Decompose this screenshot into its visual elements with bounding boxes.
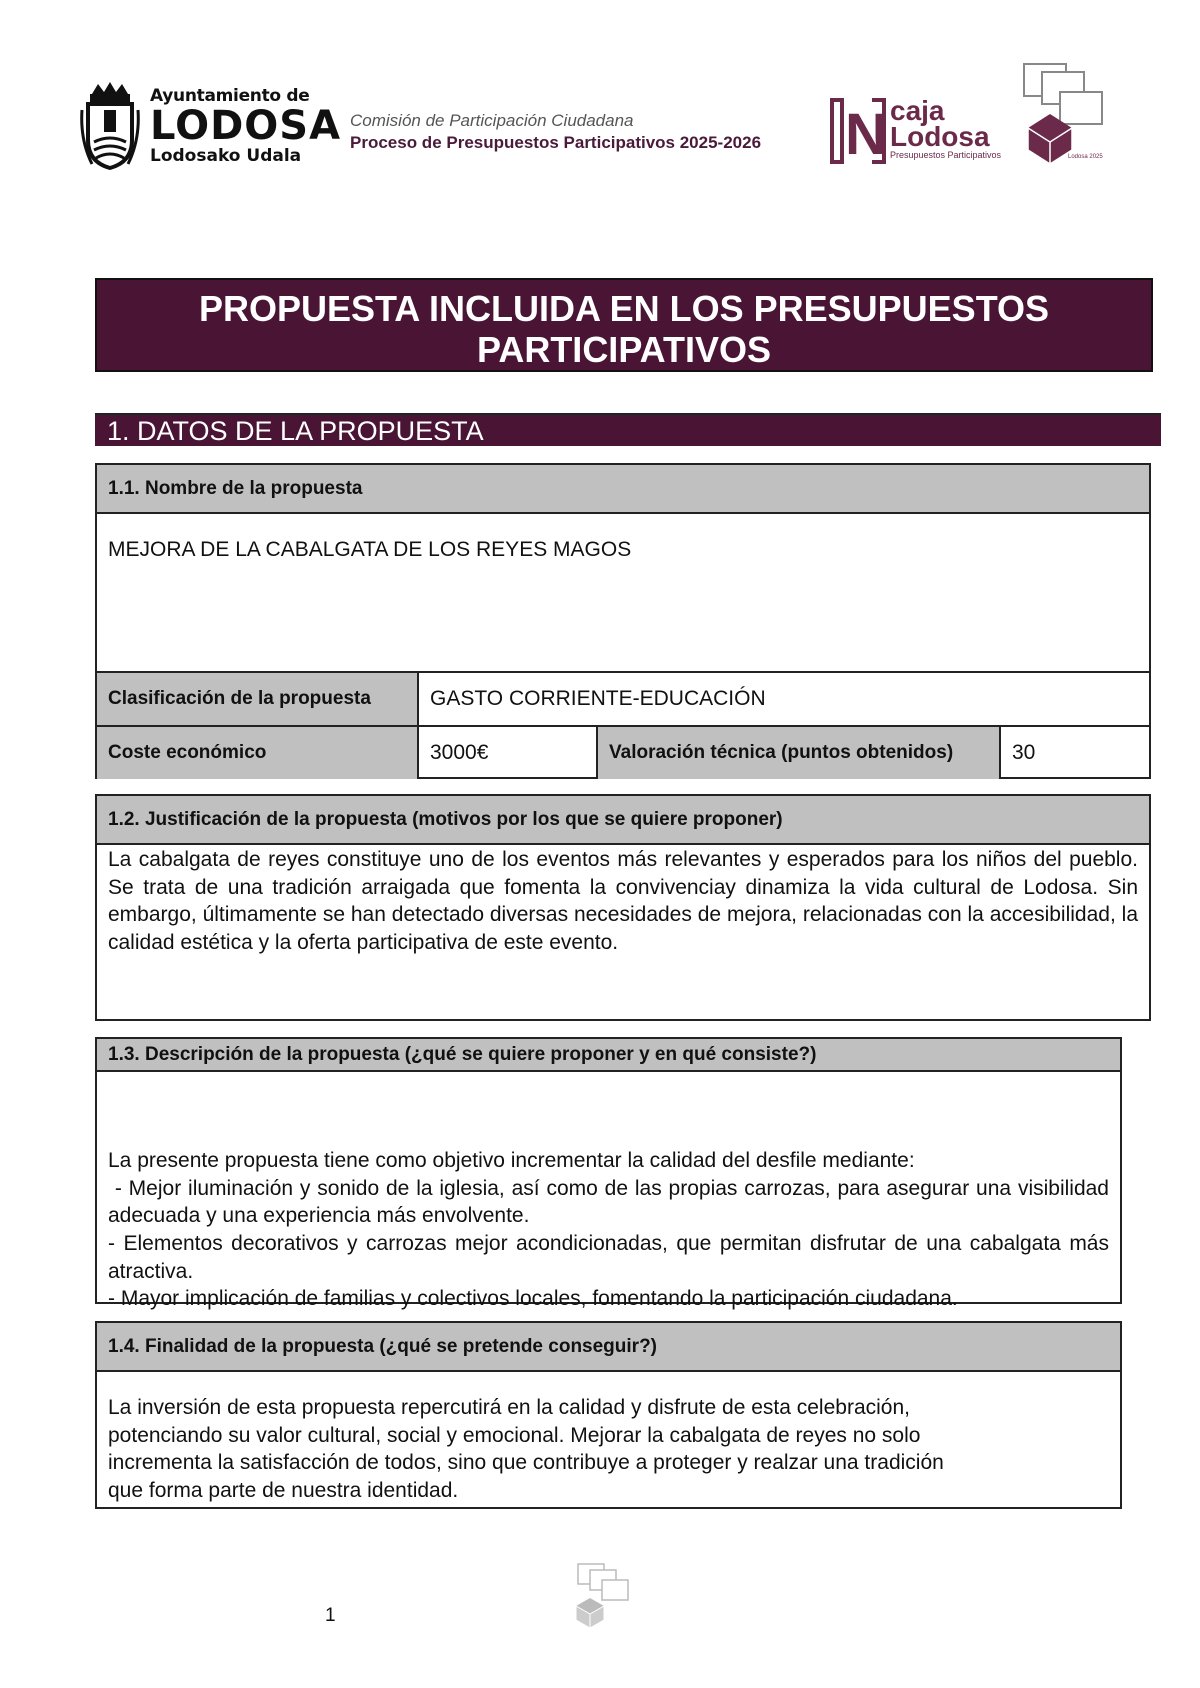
name-value: MEJORA DE LA CABALGATA DE LOS REYES MAGOS bbox=[97, 514, 1149, 673]
purpose-box bbox=[95, 1321, 1122, 1509]
footer-logo-icon bbox=[568, 1562, 638, 1630]
municipality-logo-text bbox=[150, 86, 341, 166]
score-value: 30 bbox=[1012, 741, 1036, 764]
cost-label: Coste económico bbox=[97, 727, 419, 779]
justification-box bbox=[95, 794, 1151, 1021]
caja-lodosa-logo bbox=[828, 62, 1118, 170]
purpose-text bbox=[97, 1372, 1120, 1504]
description-box bbox=[95, 1037, 1122, 1311]
purpose-line: La inversión de esta propuesta repercutirá en la calidad y disfrute de esta celebración, bbox=[108, 1396, 910, 1419]
justification-text: La cabalgata de reyes constituye uno de los eventos más relevantes y esperados para los niños del pueblo. Se trata de una tradición arraigada que fomenta la convivenciay dinamiza la vida cultural de Lodosa. Sin embargo, últimamente se han detectado diversas necesidades de mejora, relacionadas con la accesibilidad, la calidad estética y la oferta participativa de este evento. bbox=[108, 848, 1138, 954]
document-title bbox=[95, 278, 1153, 372]
commission-name: Comisión de Participación Ciudadana bbox=[350, 111, 634, 130]
logo-year: Lodosa 2025 bbox=[1068, 154, 1103, 160]
logo-line2: Lodosa bbox=[890, 121, 990, 152]
cost-value: 3000€ bbox=[419, 727, 598, 779]
logo-letter: N bbox=[845, 102, 887, 167]
score-label: Valoración técnica (puntos obtenidos) bbox=[598, 727, 1001, 779]
classification-label: Clasificación de la propuesta bbox=[97, 673, 419, 725]
municipality-line1: Ayuntamiento de bbox=[150, 86, 310, 106]
purpose-label: 1.4. Finalidad de la propuesta (¿qué se pretende conseguir?) bbox=[97, 1323, 1120, 1372]
section-heading: 1. DATOS DE LA PROPUESTA bbox=[95, 413, 1161, 446]
justification-label: 1.2. Justificación de la propuesta (motivos por los que se quiere proponer) bbox=[97, 796, 1149, 845]
description-line: - Mejor iluminación y sonido de la iglesia, así como de las propias carrozas, para asegurar una visibilidad adecuada y una experiencia más envolvente. bbox=[108, 1176, 1115, 1228]
purpose-line: que forma parte de nuestra identidad. bbox=[108, 1478, 459, 1502]
description-line: La presente propuesta tiene como objetivo incrementar la calidad del desfile mediante: bbox=[108, 1149, 915, 1173]
description-line: - Elementos decorativos y carrozas mejor acondicionadas, que permitan disfrutar de una cabalgata más atractiva. bbox=[108, 1231, 1115, 1283]
purpose-line: potenciando su valor cultural, social y emocional. Mejorar la cabalgata de reyes no solo bbox=[108, 1423, 921, 1447]
title-line1: PROPUESTA INCLUIDA EN LOS PRESUPUESTOS bbox=[198, 288, 1050, 329]
process-name: Proceso de Presupuestos Participativos 2025-2026 bbox=[350, 133, 762, 152]
municipality-line3: Lodosako Udala bbox=[150, 146, 302, 166]
classification-value: GASTO CORRIENTE-EDUCACIÓN bbox=[430, 687, 766, 710]
lodosa-coat-of-arms-icon bbox=[78, 80, 142, 170]
logo-tagline: Presupuestos Participativos bbox=[890, 150, 1002, 160]
page-number: 1 bbox=[325, 1605, 336, 1626]
purpose-line: incrementa la satisfacción de todos, sino que contribuye a proteger y realzar una tradición bbox=[108, 1451, 944, 1475]
description-line: - Mayor implicación de familias y colectivos locales, fomentando la participación ciudadana. bbox=[108, 1287, 958, 1311]
name-label: 1.1. Nombre de la propuesta bbox=[97, 465, 1149, 514]
logo-line1: caja bbox=[890, 95, 945, 126]
title-line2: PARTICIPATIVOS bbox=[476, 329, 771, 370]
header-commission bbox=[350, 110, 761, 154]
proposal-data-table bbox=[95, 463, 1151, 779]
municipality-line2: LODOSA bbox=[150, 103, 342, 149]
description-label: 1.3. Descripción de la propuesta (¿qué se quiere proponer y en qué consiste?) bbox=[97, 1039, 1120, 1072]
